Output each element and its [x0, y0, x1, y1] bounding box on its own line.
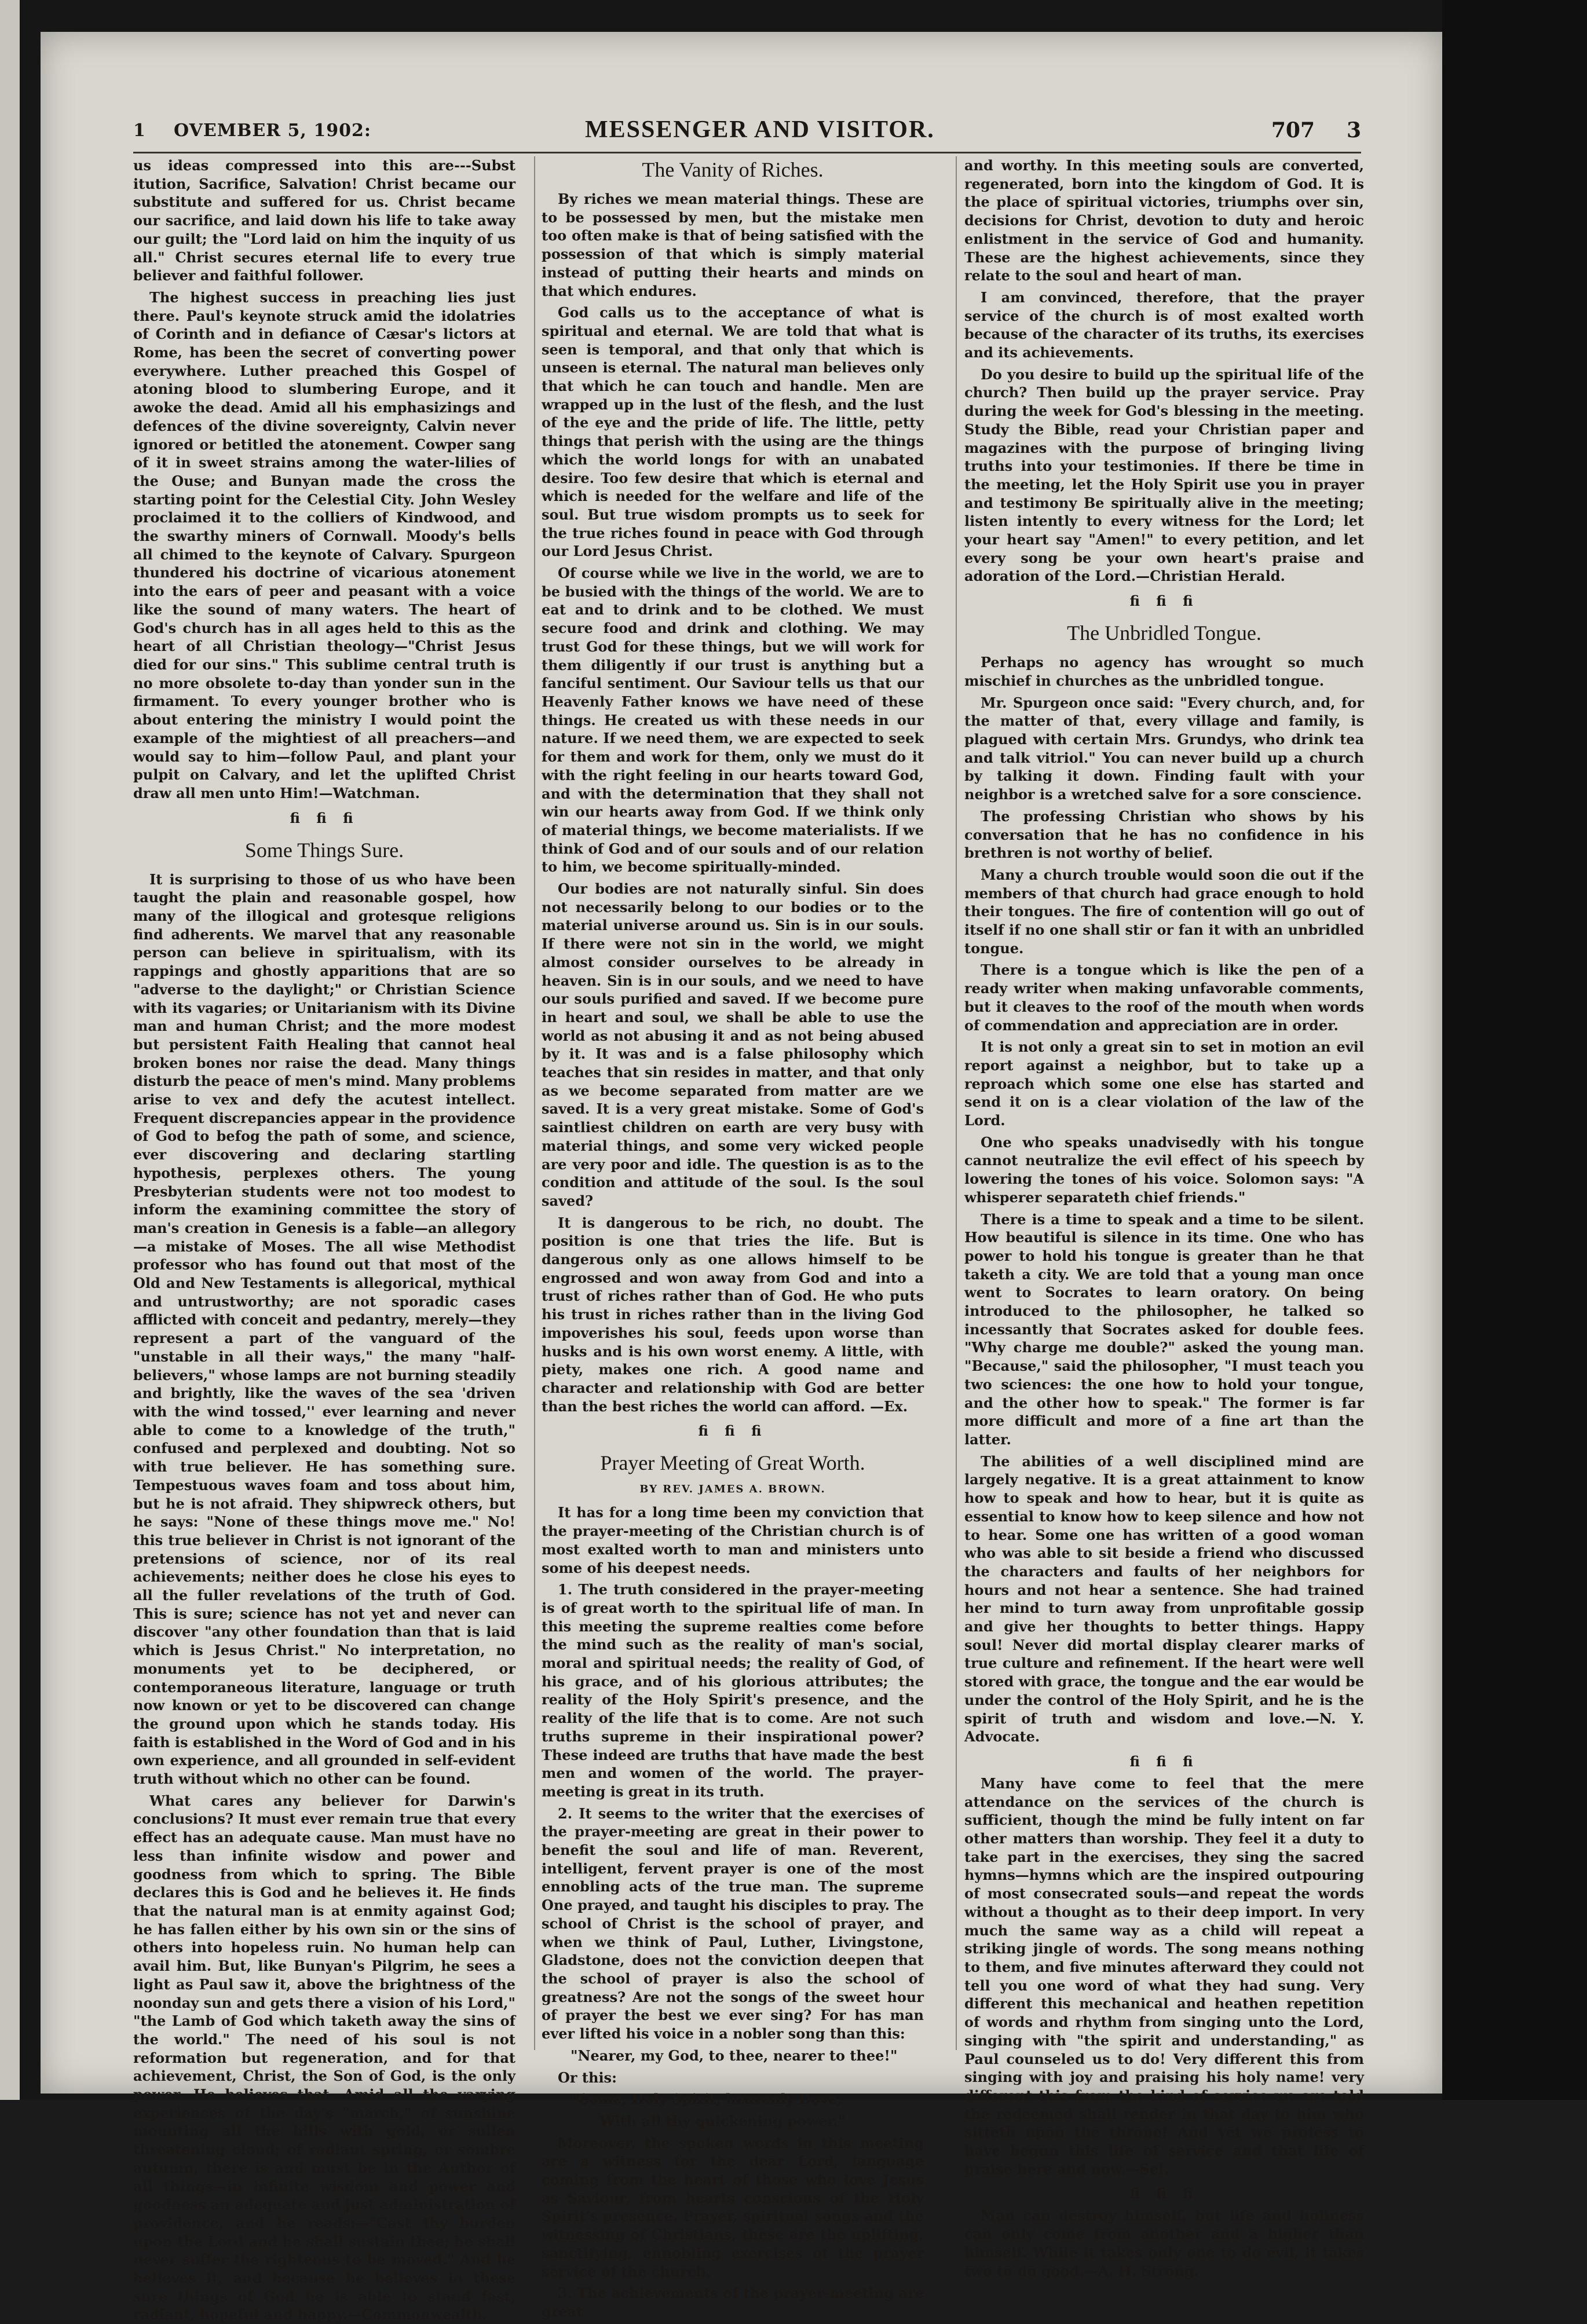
running-head: [133, 116, 1361, 156]
column-2: [542, 156, 924, 2320]
byline: BY REV. JAMES A. BROWN.: [639, 1483, 826, 1496]
article-continuation: and worthy. In this meeting souls are converted, regenerated, born into the kingdom of God. It is the place of spiritual victories, triumphs over sin, decisions for Christ, devotion to duty and heroic enlistment in the service of God and humanity. These are the highest achievements, since they relate to the soul and heart of man.: [964, 157, 1364, 284]
scan-border: [1442, 0, 1587, 2100]
paragraph: What cares any believer for Darwin's conclusions? It must ever remain true that every effect has an adequate cause. Man must have no less than infinite wisdow and power and goodness from which to spring. The Bible declares this is God and he believes it. He finds that the natural man is at enmity against God; he has fallen either by his own sin or the sins of others into hopeless ruin. No human help can avail him. But, like Bunyan's Pilgrim, he sees a light as Paul saw it, above the brightness of the noonday sun and gets there a vision of his Lord," "the Lamb of God which taketh away the sins of the world." The need of his soul is not reformation but regeneration, and for that achievement, Christ, the Son of God, is the only power. He believes that. Amid all the varying experiences of the day's "march," of sunshine mounting all the hills with gold, or sullen threatening cloud; of radiant spring, or sombre autumn, there is and must be in the Author of all things—in infinite wisdom and power and goodness an adequate and just administration of providence, and he reads:—"Cast thy burden upon the Lord and he shall sustain thee; he shall never suffer the righteous to be moved." And he believes it, and because he believes in these sure things of God he is able to stand fast, radiant, hopeful and happy.—Commonwealth.: [133, 1792, 515, 2323]
section-ornament: ﬁ ﬁ ﬁ: [698, 1422, 767, 1440]
paragraph: Man can destroy himself, but life and holiness can only come from another and a higher than himself. While it takes only one to do evil, it takes two to do good.—A. H. Strong.: [964, 2207, 1364, 2279]
paragraph: The highest success in preaching lies just there. Paul's keynote struck amid the idolatries of Corinth and in defiance of Cæsar's lictors at Rome, has been the secret of converting power everywhere. Luther preached this Gospel of atoning blood to slumbering Europe, and it awoke the dead. Amid all his emphasizings and defences of the divine sovereignty, Calvin never ignored or betitled the atonement. Cowper sang of it in sweet strains among the water-lilies of the Ouse; and Bunyan made the cross the starting point for the Celestial City. John Wesley proclaimed it to the colliers of Kindwood, and the swarthy miners of Cornwall. Moody's bells all chimed to the keynote of Calvary. Spurgeon thundered his doctrine of vicarious atonement into the ears of peer and peasant with a voice like the sound of many waters. The heart of God's church has in all ages held to this as the heart of all Christian theology—"Christ Jesus died for our sins." This sublime central truth is no more obsolete to-day than yonder sun in the firmament. To every younger brother who is about entering the ministry I would point the example of the mightiest of all preachers—and would say to him—follow Paul, and plant your pulpit on Calvary, and let the uplifted Christ draw all men unto Him!—Watchman.: [133, 288, 515, 801]
article-title: The Unbridled Tongue.: [1067, 621, 1261, 645]
paragraph: There is a time to speak and a time to be silent. How beautiful is silence in its time. One who has power to hold his tongue is greater than he that taketh a city. We are told that a young man once went to Socrates to learn oratory. On being introduced to the philosopher, he talked so incessantly that Socrates asked for double fees. "Why charge me double?" asked the young man. "Because," said the philosopher, "I must teach you two sciences: the one how to hold your tongue, and the other how to speak." The former is far more difficult and more of a fine art than the latter.: [964, 1210, 1364, 1448]
article-title: The Vanity of Riches.: [642, 158, 824, 181]
column-3: [964, 156, 1364, 2279]
paragraph: Many have come to feel that the mere attendance on the services of the church is sufficient, though the mind be fully intent on far other matters than worship. They feel it a duty to take part in the exercises, they sing the sacred hymns—hymns which are the inspired outpouring of most consecrated souls—and repeat the words without a thought as to their deep import. In very much the same way as a child will repeat a striking jingle of words. The song means nothing to them, and five minutes afterward they could not tell you one word of what they had sung. Very different this mechanical and heathen repetition of words and rhythm from singing unto the Lord, singing with "the spirit and understanding," as Paul counseled us to do! Very different this from singing with joy and praising his holy name! very different this from the kind of service we are told the redeemed shall render in that day to him who sitteth upon the throne! And yet we profess to have begun this life of service and that life of praise here and now.—Sel.: [964, 1774, 1364, 2177]
paragraph: It is not only a great sin to set in motion an evil report against a neighbor, but to take up a reproach which some one else has started and send it on is a clear violation of the law of the Lord.: [964, 1038, 1364, 1129]
paragraph: 2. It seems to the writer that the exercises of the prayer-meeting are great in their power to benefit the soul and life of man. Reverent, intelligent, fervent prayer is one of the most ennobling acts of the true man. The supreme One prayed, and taught his disciples to pray. The school of Christ is the school of prayer, and when we think of Paul, Luther, Livingstone, Gladstone, does not the conviction deepen that the school of prayer is also the school of greatness? Are not the songs of the sweet hour of prayer the best we ever sing? For has man ever lifted his voice in a nobler song than this:: [542, 1805, 924, 2043]
paragraph: It has for a long time been my conviction that the prayer-meeting of the Christian church is of most exalted worth to man and ministers unto some of his deepest needs.: [542, 1504, 924, 1576]
column-divider: [956, 156, 957, 2050]
paragraph: God calls us to the acceptance of what is spiritual and eternal. We are told that what is seen is temporal, and that only that which is unseen is eternal. The natural man believes only that which he can touch and handle. Men are wrapped up in the lust of the flesh, and the lust of the eye and the pride of life. The little, petty things that perish with the using are the things which the world longs for with an unabated desire. Too few desire that which is eternal and which is needed for the welfare and life of the soul. But true wisdom prompts us to seek for the true riches found in peace with God through our Lord Jesus Christ.: [542, 304, 924, 560]
paragraph: 3. The achievements of the prayer-meeting are great: [542, 2285, 924, 2320]
paragraph: By riches we mean material things. These are to be possessed by men, but the mistake men too often make is that of being satisfied with the possession of that which is simply material instead of putting their hearts and minds on that which endures.: [542, 191, 924, 299]
paragraph: Many a church trouble would soon die out if the members of that church had grace enough to hold their tongues. The fire of contention will go out of itself if no one shall stir or fan it with an unbridled tongue.: [964, 866, 1364, 957]
page-number: 707: [1271, 118, 1315, 142]
header-rule: [133, 152, 1361, 153]
paragraph: Our bodies are not naturally sinful. Sin does not necessarily belong to our bodies or to the material universe around us. Sin is in our souls. If there were not sin in the world, we might almost consider ourselves to be already in heaven. Sin is in our souls, and we need to have our souls purified and saved. If we become pure in heart and soul, we shall be able to use the world as not abusing it and as not being abused by it. It was and is a false philosophy which teaches that sin resides in matter, and that only as we become separated from matter are we saved. It is a very great mistake. Some of God's saintliest children on earth are very busy with material things, and some very wicked people are very poor and idle. The question is as to the condition and attitude of the soul. Is the soul saved?: [542, 880, 924, 1209]
column-divider: [534, 156, 535, 2050]
paragraph: There is a tongue which is like the pen of a ready writer when making unfavorable comments, but it cleaves to the roof of the mouth when words of commendation and appreciation are in order.: [964, 961, 1364, 1034]
newspaper-title: MESSENGER AND VISITOR.: [585, 116, 935, 143]
paragraph: It is surprising to those of us who have been taught the plain and reasonable gospel, how many of the illogical and grotesque religions find adherents. We marvel that any reasonable person can believe in spiritualism, with its rappings and ghostly apparitions that are so "adverse to the daylight;" or Christian Science with its vagaries; or Unitarianism with its Divine man and human Christ; and the more modest but persistent Faith Healing that cannot heal broken bones nor raise the dead. Many things disturb the peace of men's mind. Many problems arise to vex and defy the acutest intellect. Frequent discrepancies appear in the providence of God to befog the path of some, and science, ever discovering and declaring startling hypothesis, perplexes others. The young Presbyterian students were not too modest to inform the examining committee the story of man's creation in Genesis is a fable—an allegory—a mistake of Moses. The all wise Methodist professor who has found out that most of the Old and New Testaments is allegorical, mythical and untrustworthy; are not sporadic cases afflicted with conceit and pedantry, merely—they represent a part of the vanguard of the "unstable in all their ways," the many "half-believers," whose lamps are not burning steadily and brightly, like the waves of the sea 'driven with the wind tossed,'' ever learning and never able to come to a knowledge of the truth," confused and perplexed and doubting. Not so with true believer. He has something sure. Tempestuous waves foam and toss about him, but he is not afraid. They shipwreck others, but he says: "None of these things move me." No! this true believer in Christ is not ignorant of the pretensions of science, nor of its real achievements; neither does he close his eyes to all the fuller revelations of the truth of God. This is sure; science has not yet and never can discover "any other foundation than that is laid which is Jesus Christ." No interpretation, no monuments yet to be deciphered, or contemporaneous literature, language or truth now known or yet to be discovered can change the ground upon which he stands today. His faith is established in the Word of God and in his own experience, and all grounded in self-evident truth without which no other can be found.: [133, 870, 515, 1788]
paragraph: Or this:: [558, 2069, 617, 2086]
paragraph: Perhaps no agency has wrought so much mischief in churches as the unbridled tongue.: [964, 654, 1364, 689]
article-title: Some Things Sure.: [244, 838, 404, 862]
left-margin-mark: 1: [133, 120, 145, 141]
paragraph: Do you desire to build up the spiritual life of the church? Then build up the prayer service. Pray during the week for God's blessing in the meeting. Study the Bible, read your Christian paper and magazines with the purpose of bringing living truths into your testimonies. If there be time in the meeting, let the Holy Spirit use you in prayer and testimony Be spiritually alive in the meeting; listen intently to every witness for the Lord; let your heart say "Amen!" to every petition, and let every song be your own heart's praise and adoration of the Lord.—Christian Herald.: [964, 365, 1364, 585]
adjacent-page-edge: [0, 0, 20, 2100]
column-1: [133, 156, 515, 2323]
paragraph: I am convinced, therefore, that the prayer service of the church is of most exalted worth because of the character of its truths, its exercises and its achievements.: [964, 288, 1364, 361]
paragraph: Of course while we live in the world, we are to be busied with the things of the world. We are to eat and to drink and to be clothed. We must secure food and drink and clothing. We may trust God for these things, but we will work for them diligently if our trust is anything but a fanciful sentiment. Our Saviour tells us that our Heavenly Father knows we have need of these things. He created us with these needs in our nature. If we need them, we are expected to seek for them and work for them, only we must do it with the right feeling in our hearts toward God, and with the determination that they shall not win our hearts away from God. If we think only of material things, we become materialists. If we think of God and of our souls and of our relation to him, we become spiritually-minded.: [542, 565, 924, 876]
section-ornament: ﬁ ﬁ ﬁ: [1129, 1752, 1199, 1770]
right-margin-mark: 3: [1346, 118, 1361, 142]
section-ornament: ﬁ ﬁ ﬁ: [1129, 2185, 1199, 2202]
article-continuation: us ideas compressed into this are---Subst itution, Sacrifice, Salvation! Christ became our substitute and suffered for us. Christ became our sacrifice, and laid down his life to take away our guilt; the "Lord laid on him the inquity of us all." Christ secures eternal life to every true believer and faithful follower.: [133, 157, 515, 284]
section-ornament: ﬁ ﬁ ﬁ: [1129, 592, 1199, 610]
paragraph: The professing Christian who shows by his conversation that he has no confidence in his brethren is not worthy of belief.: [964, 807, 1364, 862]
hymn-quote: "Nearer, my God, to thee, nearer to thee!": [571, 2047, 898, 2064]
hymn-quote: "Come, Holy Spirit, heavenly Dove,: [571, 2091, 842, 2108]
paragraph: Mr. Spurgeon once said: "Every church, and, for the matter of that, every village and family, is plagued with certain Mrs. Grundys, who drink tea and talk vitriol." You can never build up a church by talking it down. Finding fault with your neighbor is a wretched salve for a sore conscience.: [964, 694, 1364, 803]
paragraph: 1. The truth considered in the prayer-meeting is of great worth to the spiritual life of man. In this meeting the supreme realties come before the mind such as the reality of man's social, moral and spiritual needs; the reality of God, of his grace, and of his glorious attributes; the reality of the Holy Spirit's presence, and the reality of the life that is to come. Are not such truths supreme in their inspirational power? These indeed are truths that have made the best men and women of the world. The prayer-meeting is great in its truth.: [542, 1581, 924, 1800]
paragraph: It is dangerous to be rich, no doubt. The position is one that tries the life. But is dangerous only as one allows himself to be engrossed and won away from God and into a trust of riches rather than of God. He who puts his trust in riches rather than in the living God impoverishes his soul, feeds upon worse than husks and is his own worst enemy. A little, with piety, makes one rich. A good name and character and relationship with God are better than the best riches the world can afford. —Ex.: [542, 1214, 924, 1415]
hymn-quote: With all thy quickening power.": [599, 2112, 846, 2129]
paragraph: The abilities of a well disciplined mind are largely negative. It is a great attainment to know how to speak and how to hear, but it is quite as essential to know how to keep silence and how not to hear. Some one has written of a good woman who was able to sit beside a friend who discussed the characters and faults of her neighbors for hours and not hear a sentence. She had trained her mind to turn away from unprofitable gossip and give her thoughts to better things. Happy soul! Never did mortal display clearer marks of true culture and refinement. If the heart were well stored with grace, the tongue and the ear would be under the control of the Holy Spirit, and he is the spirit of truth and wisdom and love.—N. Y. Advocate.: [964, 1452, 1364, 1745]
paragraph: One who speaks unadvisedly with his tongue cannot neutralize the evil effect of his speech by lowering the tones of his voice. Solomon says: "A whisperer separateth chief friends.": [964, 1133, 1364, 1206]
paragraph: Moreover, the spoken words in this meeting are a witness for the dear Lord, language coming from the heart of those who love Jesus as Saviour, from hearts conscious of the Holy Spirit's presence. Prayer, spiritual songs and the witnessing of Christians, these are the uplifting, sanctifying, ennobling exercises of the prayer service of the church.: [542, 2134, 924, 2280]
issue-date: OVEMBER 5, 1902:: [174, 120, 371, 141]
article-title: Prayer Meeting of Great Worth.: [600, 1451, 865, 1475]
section-ornament: ﬁ ﬁ ﬁ: [290, 809, 359, 826]
